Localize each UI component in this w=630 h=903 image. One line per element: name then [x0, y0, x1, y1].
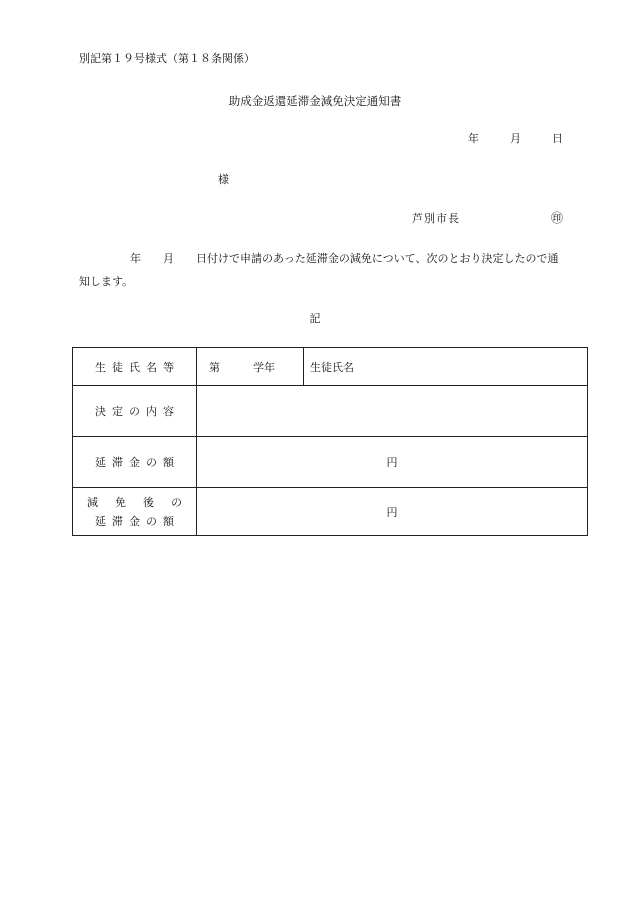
student-name-cell: [304, 348, 588, 386]
after-unit: 円: [386, 505, 398, 519]
date-month: 月: [510, 132, 521, 145]
table-row-after: [73, 488, 588, 536]
after-label-line-2: 延滞金の額: [95, 514, 180, 528]
arrears-label: 延滞金の額: [95, 456, 180, 469]
form-number: 別記第１９号様式（第１８条関係）: [79, 52, 255, 65]
ki-heading: 記: [309, 312, 321, 325]
decision-value-cell: [197, 386, 588, 437]
body-line-1: 年 月 日付けで申請のあった延滞金の減免について、次のとおり決定したので通: [130, 252, 559, 265]
arrears-unit: 円: [386, 456, 398, 469]
grade-cell: [197, 348, 304, 386]
date-day: 日: [552, 132, 563, 145]
grade-suffix: 学年: [253, 360, 275, 374]
student-label: 生徒氏名等: [95, 360, 180, 374]
decision-table: [72, 347, 588, 536]
seal-mark: ㊞: [551, 211, 564, 225]
decision-label-cell: [73, 386, 197, 437]
arrears-value-cell: [197, 437, 588, 488]
table-row-decision: [73, 386, 588, 437]
after-label-cell: [73, 488, 197, 536]
date-year: 年: [468, 132, 479, 145]
document-title: 助成金返還延滞金減免決定通知書: [228, 94, 402, 108]
issuer-name: 芦別市長: [412, 212, 460, 225]
after-label-line-1: 減免後の: [87, 495, 199, 509]
addressee-honorific: 様: [218, 173, 229, 186]
date-line: [468, 130, 563, 146]
grade-prefix: 第: [209, 360, 220, 374]
body-line-2: 知します。: [79, 275, 134, 288]
body-text: [79, 247, 587, 293]
after-value-cell: [197, 488, 588, 536]
table-row-student: [73, 348, 588, 386]
student-name-label: 生徒氏名: [310, 360, 354, 374]
table-row-arrears: [73, 437, 588, 488]
arrears-label-cell: [73, 437, 197, 488]
student-label-cell: [73, 348, 197, 386]
decision-label: 決定の内容: [95, 405, 180, 418]
